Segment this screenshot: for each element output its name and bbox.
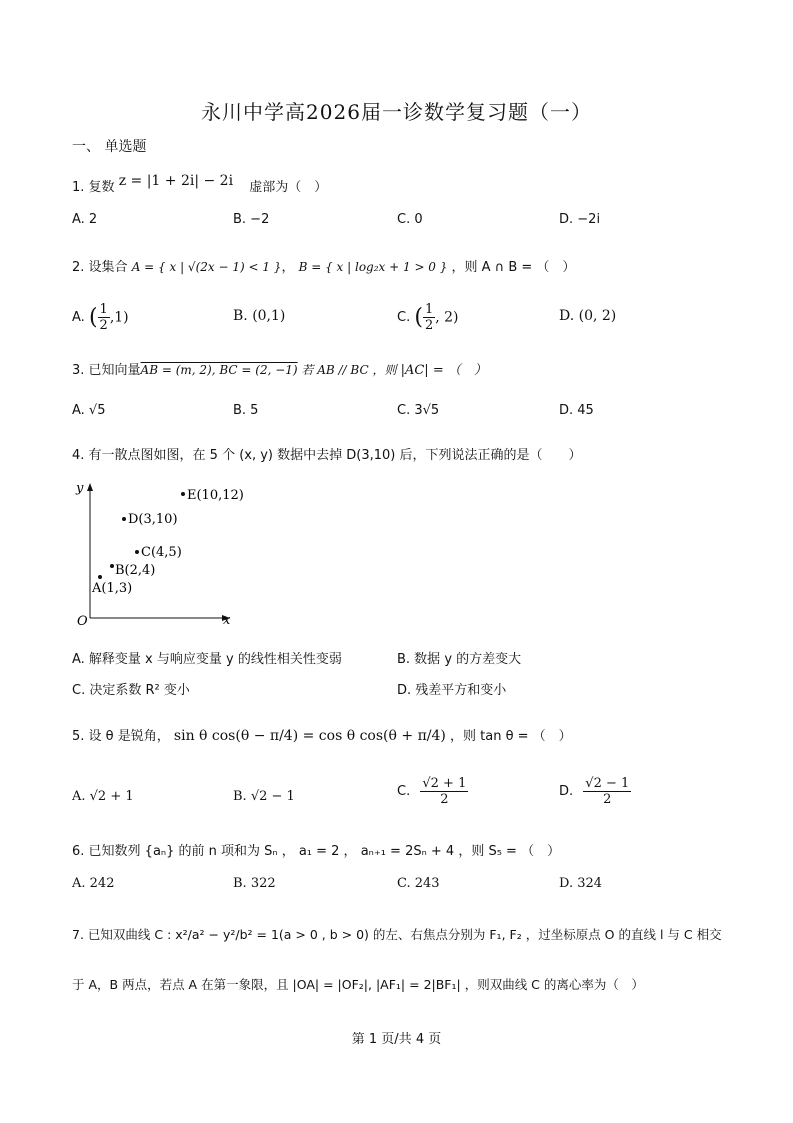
axis-x-label: x [223, 613, 231, 628]
q2-option-c[interactable] [397, 302, 459, 333]
question-5-stem [72, 725, 572, 744]
point-d-label: D(3,10) [128, 512, 178, 527]
q2-option-a[interactable] [72, 302, 129, 333]
q2-opt-a-post: ,1) [109, 309, 129, 326]
page-footer: 第 1 页/共 4 页 [351, 1032, 442, 1047]
q2-option-b[interactable]: B. (0,1) [233, 308, 286, 324]
q2-sep: ， [281, 260, 295, 275]
q2-opt-c-label: C. [397, 310, 411, 325]
q5-opt-d-den: 2 [603, 792, 612, 807]
point-e-label: E(10,12) [187, 488, 244, 503]
q5-option-a[interactable]: A. √2 + 1 [72, 789, 134, 804]
q5-opt-c-num: √2 + 1 [422, 776, 467, 791]
q5-opt-d-label: D. [559, 784, 574, 799]
q2-formula-b: B = { x | log₂x + 1 > 0 } [298, 260, 448, 274]
q3-formula: AB = (m, 2), BC = (2, −1) [140, 363, 298, 377]
origin-label: O [77, 614, 88, 628]
scatter-figure [70, 478, 250, 628]
q2-opt-c-num: 1 [424, 302, 434, 317]
point-c-label: C(4,5) [141, 545, 182, 560]
q5-formula: sin θ cos(θ − π/4) = cos θ cos(θ + π/4) [173, 728, 446, 744]
question-2-stem [72, 256, 575, 275]
q2-opt-c-pre: ( [414, 305, 423, 330]
q2-opt-a-label: A. [72, 310, 85, 325]
q1-stem-pre: 1. 复数 [72, 180, 115, 195]
point-c-dot [135, 550, 139, 554]
question-1-stem [72, 173, 328, 195]
q5-option-d[interactable] [559, 776, 631, 807]
q2-opt-c-post: , 2) [435, 309, 459, 326]
q5-option-c[interactable] [397, 776, 468, 807]
q3-option-b[interactable]: B. 5 [233, 403, 259, 418]
q3-option-a[interactable]: A. √5 [72, 403, 106, 418]
q5-option-b[interactable]: B. √2 − 1 [233, 789, 295, 804]
point-b-label: B(2,4) [115, 563, 156, 578]
q2-option-d[interactable]: D. (0, 2) [559, 308, 617, 324]
page-title: 永川中学高2026届一诊数学复习题（一） [201, 100, 592, 124]
q4-option-a[interactable]: A. 解释变量 x 与响应变量 y 的线性相关性变弱 [72, 652, 342, 667]
point-b-dot [110, 564, 114, 568]
axis-y-label: y [76, 481, 84, 496]
q5-opt-c-fraction [420, 776, 468, 807]
q2-opt-a-den: 2 [99, 318, 108, 333]
question-7-line-1: 7. 已知双曲线 C : x²/a² − y²/b² = 1(a > 0 , b > 0) 的左、右焦点分别为 F₁, F₂ ，过坐标原点 O 的直线 l 与 C 相交 [72, 927, 722, 942]
q2-stem-post: ，则 A ∩ B = （ ） [451, 260, 576, 275]
q5-stem-pre: 5. 设 θ 是锐角， [72, 729, 170, 744]
q4-option-d[interactable]: D. 残差平方和变小 [397, 683, 507, 698]
point-d-dot [122, 517, 126, 521]
y-axis-arrow-icon [87, 483, 93, 491]
q1-option-b[interactable]: B. −2 [233, 212, 270, 227]
question-3-stem [72, 359, 487, 378]
q5-opt-c-label: C. [397, 784, 411, 799]
question-7-line-2: 于 A，B 两点，若点 A 在第一象限，且 |OA| = |OF₂|, |AF₁| = 2|BF₁| ，则双曲线 C 的离心率为（ ） [72, 977, 644, 992]
q5-stem-post: ，则 tan θ = （ ） [450, 729, 572, 744]
q5-opt-d-num: √2 − 1 [585, 776, 630, 791]
q2-opt-c-den: 2 [424, 318, 434, 333]
q2-formula-a: A = { x | √(2x − 1) < 1 } [131, 260, 282, 274]
section-heading: 一、 单选题 [72, 139, 147, 155]
question-6-stem: 6. 已知数列 {aₙ} 的前 n 项和为 Sₙ ， a₁ = 2 ， aₙ₊₁ = 2Sₙ + 4 ，则 S₅ = （ ） [72, 844, 561, 859]
q3-formula-ac: |AC| = （ ） [400, 363, 487, 378]
q3-option-c[interactable]: C. 3√5 [397, 403, 440, 418]
point-a-label: A(1,3) [92, 581, 133, 596]
q6-option-a[interactable]: A. 242 [72, 876, 115, 891]
q2-stem-pre: 2. 设集合 [72, 260, 128, 275]
point-a-dot [98, 575, 102, 579]
q2-opt-a-fraction [98, 302, 110, 333]
q1-option-d[interactable]: D. −2i [559, 212, 601, 227]
q1-option-c[interactable]: C. 0 [397, 212, 423, 227]
q4-option-c[interactable]: C. 决定系数 R² 变小 [72, 683, 190, 698]
q4-option-b[interactable]: B. 数据 y 的方差变大 [397, 652, 522, 667]
question-4-stem: 4. 有一散点图如图，在 5 个 (x, y) 数据中去掉 D(3,10) 后，下列说法正确的是（ ） [72, 448, 582, 463]
point-e-dot [181, 492, 185, 496]
q5-opt-c-den: 2 [440, 792, 449, 807]
q1-formula: z = |1 + 2i| − 2i [118, 173, 234, 189]
q2-opt-a-num: 1 [99, 302, 108, 317]
q3-mid: 若 AB // BC ，则 [297, 363, 397, 377]
q5-opt-d-fraction [583, 776, 631, 807]
q6-option-c[interactable]: C. 243 [397, 876, 440, 891]
q1-option-a[interactable]: A. 2 [72, 212, 98, 227]
q6-option-d[interactable]: D. 324 [559, 876, 603, 891]
q6-option-b[interactable]: B. 322 [233, 876, 276, 891]
q3-stem-pre: 3. 已知向量 [72, 363, 141, 378]
q3-option-d[interactable]: D. 45 [559, 403, 594, 418]
q1-stem-post: 虚部为（ ） [249, 180, 328, 195]
q2-opt-a-pre: ( [88, 305, 98, 330]
q2-opt-c-fraction [423, 302, 435, 333]
